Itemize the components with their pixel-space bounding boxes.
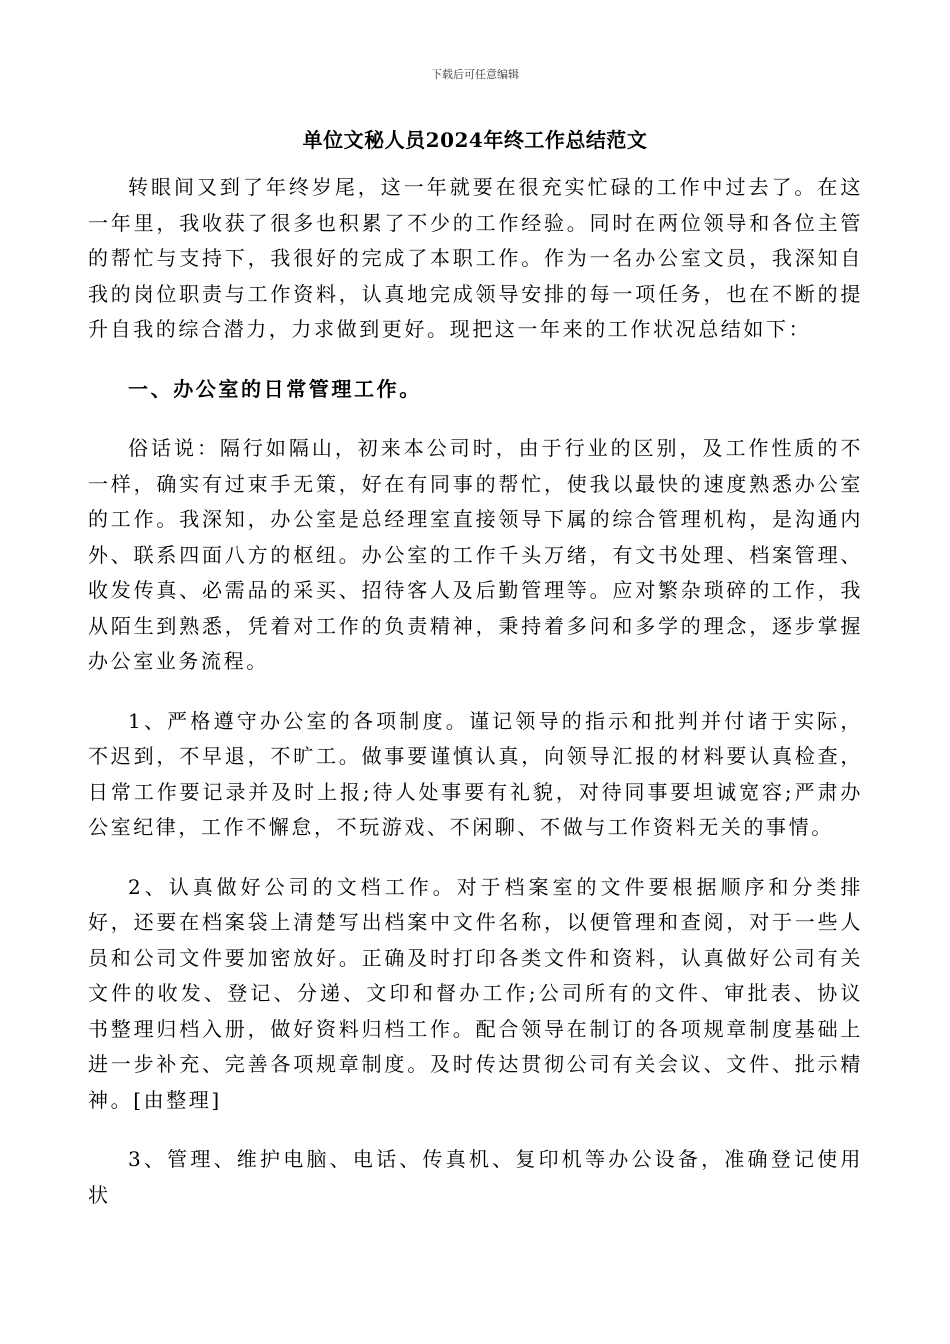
section-heading: 一、办公室的日常管理工作。: [128, 376, 422, 401]
list-item-1: 1、严格遵守办公室的各项制度。谨记领导的指示和批判并付诸于实际，不迟到，不早退，不旷工。做事要谨慎认真，向领导汇报的材料要认真检查，日常工作要记录并及时上报;待人处事要有礼貌，对待同事要坦诚宽容;严肃办公室纪律，工作不懈怠，不玩游戏、不闲聊、不做与工作资料无关的事情。: [88, 708, 863, 839]
document-title: 单位文秘人员2024年终工作总结范文: [302, 128, 648, 152]
list-item-3: 3、管理、维护电脑、电话、传真机、复印机等办公设备，准确登记使用状: [88, 1147, 863, 1207]
header-note: 下载后可任意编辑: [431, 68, 519, 81]
section-paragraph: 俗话说：隔行如隔山，初来本公司时，由于行业的区别，及工作性质的不一样，确实有过束手无策，好在有同事的帮忙，使我以最快的速度熟悉办公室的工作。我深知，办公室是总经理室直接领导下属的综合管理机构，是沟通内外、联系四面八方的枢纽。办公室的工作千头万绪，有文书处理、档案管理、收发传真、必需品的采买、招待客人及后勤管理等。应对繁杂琐碎的工作，我从陌生到熟悉，凭着对工作的负责精神，秉持着多问和多学的理念，逐步掌握办公室业务流程。: [88, 436, 863, 673]
document-body: [88, 170, 863, 1237]
intro-paragraph: 转眼间又到了年终岁尾，这一年就要在很充实忙碌的工作中过去了。在这一年里，我收获了很多也积累了不少的工作经验。同时在两位领导和各位主管的帮忙与支持下，我很好的完成了本职工作。作为一名办公室文员，我深知自我的岗位职责与工作资料，认真地完成领导安排的每一项任务，也在不断的提升自我的综合潜力，力求做到更好。现把这一年来的工作状况总结如下：: [88, 175, 863, 341]
list-item-2: 2、认真做好公司的文档工作。对于档案室的文件要根据顺序和分类排好，还要在档案袋上清楚写出档案中文件名称，以便管理和查阅，对于一些人员和公司文件要加密放好。正确及时打印各类文件和资料，认真做好公司有关文件的收发、登记、分递、文印和督办工作;公司所有的文件、审批表、协议书整理归档入册，做好资料归档工作。配合领导在制订的各项规章制度基础上进一步补充、完善各项规章制度。及时传达贯彻公司有关会议、文件、批示精神。[由整理]: [88, 874, 863, 1112]
